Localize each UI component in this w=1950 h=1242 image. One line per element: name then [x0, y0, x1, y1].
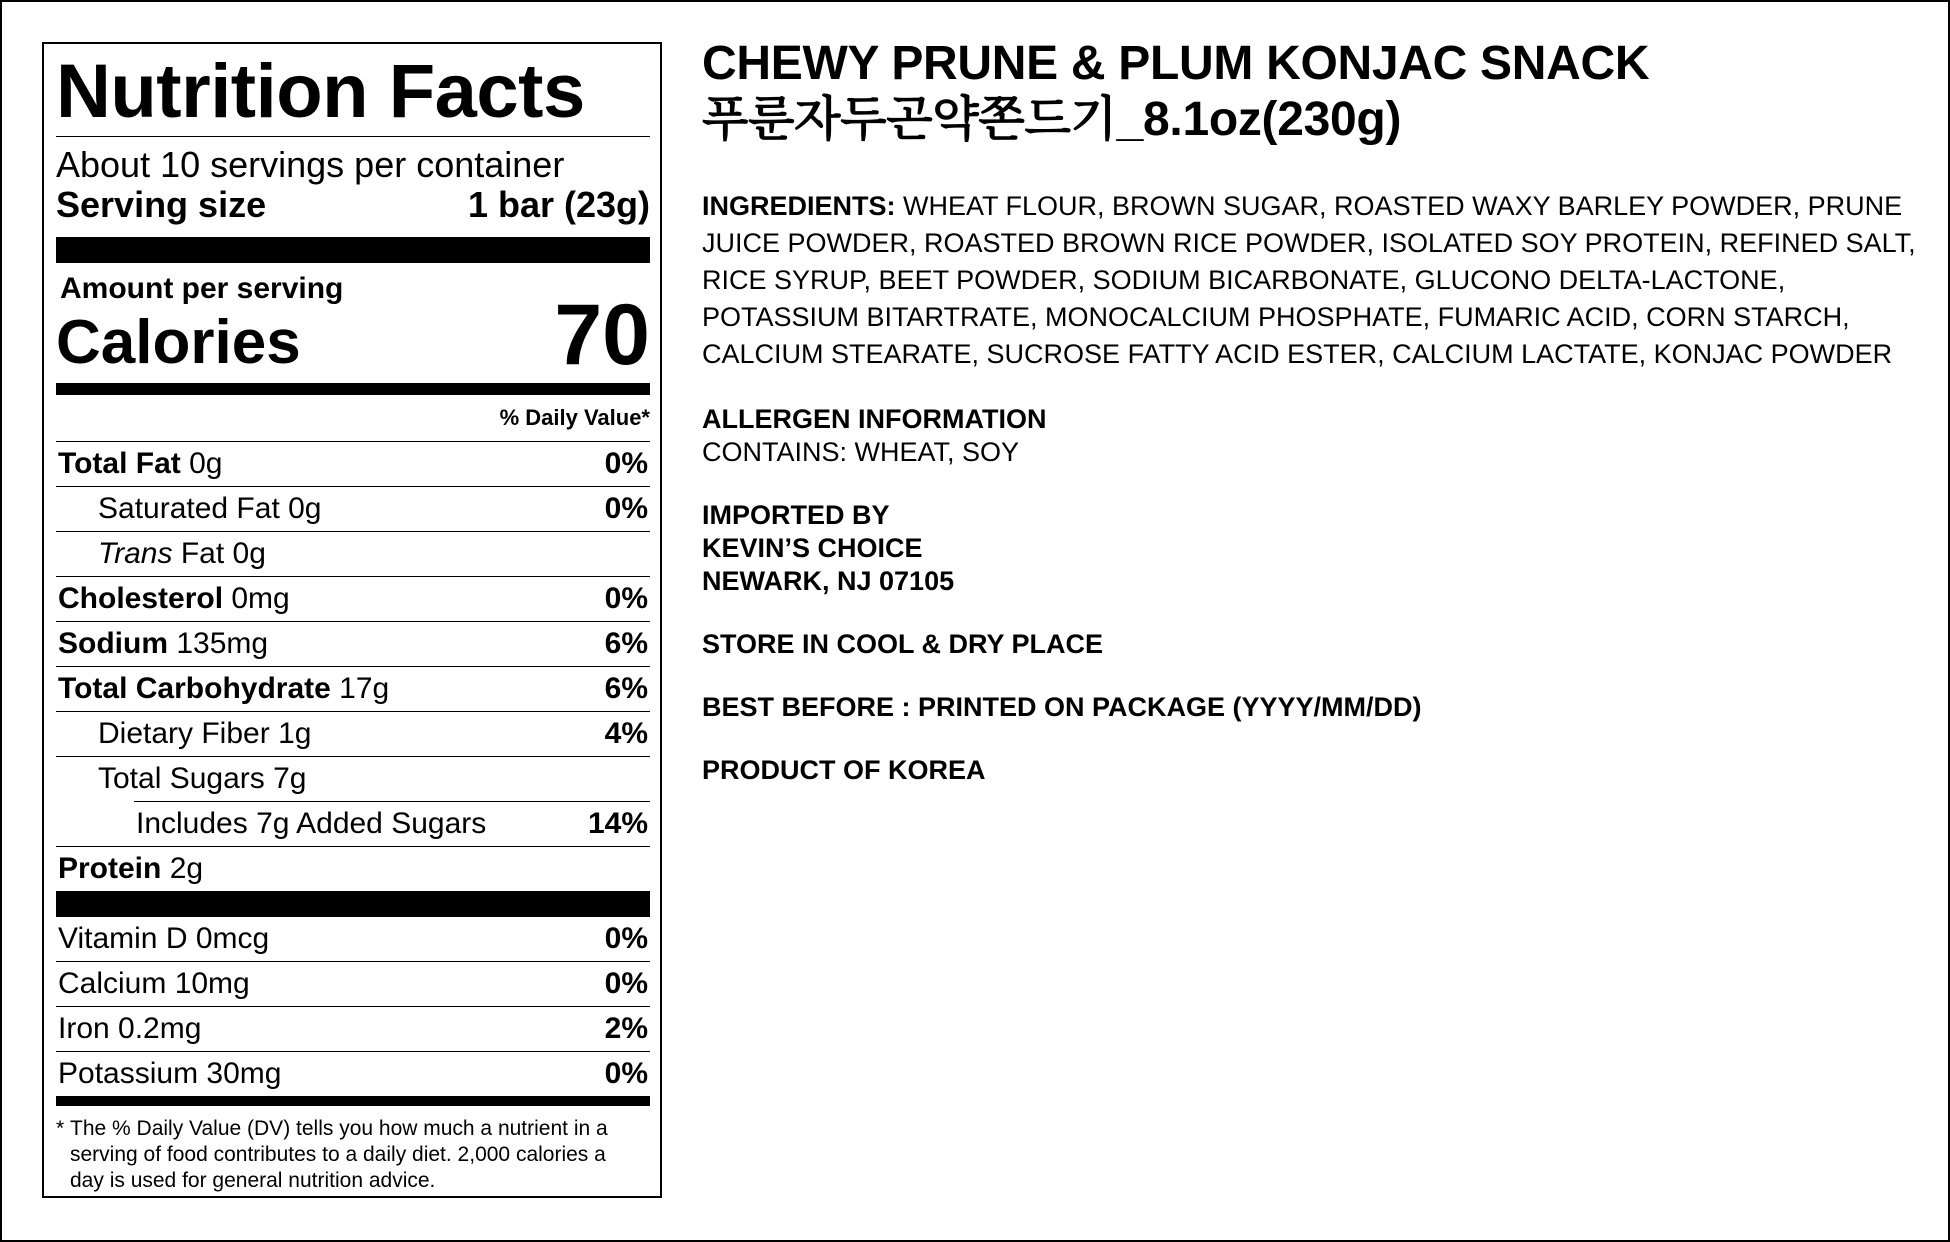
nutrient-amount: 0g: [232, 537, 266, 570]
vitamin-dv: 0%: [604, 922, 648, 955]
nutrient-amount: 135mg: [176, 627, 269, 660]
nutrient-row-total-sugars: [56, 756, 650, 801]
nutrient-amount: 7g: [273, 762, 307, 795]
nutrient-name: Total Sugars: [98, 762, 265, 795]
footnote-text: The % Daily Value (DV) tells you how much a nutrient in a serving of food contributes to a daily diet. 2,000 calories a day is used for general nutrition advice.: [70, 1117, 608, 1192]
thick-divider: [56, 237, 650, 263]
vitamin-row-iron: [56, 1006, 650, 1051]
importer-name: KEVIN’S CHOICE: [702, 533, 923, 563]
footnote-asterisk: *: [56, 1117, 65, 1140]
ingredients-text: WHEAT FLOUR, BROWN SUGAR, ROASTED WAXY BARLEY POWDER, PRUNE JUICE POWDER, ROASTED BROWN RICE POWDER, ISOLATED SOY PROTEIN, REFINED SALT, RICE SYRUP, BEET POWDER, SODIUM BICARBONATE, GLUCONO DELTA-LACTONE, POTASSIUM BITARTRATE, MONOCALCIUM PHOSPHATE, FUMARIC ACID, CORN STARCH, CALCIUM STEARATE, SUCROSE FATTY ACID ESTER, CALCIUM LACTATE, KONJAC POWDER: [702, 191, 1916, 369]
nutrient-name: Total Fat: [58, 447, 181, 480]
nutrient-amount: 17g: [339, 672, 390, 705]
best-before-section: [702, 691, 1922, 724]
origin-section: [702, 754, 1922, 787]
nutrient-name: Sodium: [58, 627, 168, 660]
ingredients: [702, 188, 1922, 373]
nutrient-dv: 0%: [604, 447, 648, 480]
nutrient-name: Dietary Fiber: [98, 717, 270, 750]
nutrient-name: Includes 7g Added Sugars: [136, 807, 487, 840]
storage-text: STORE IN COOL & DRY PLACE: [702, 629, 1104, 659]
importer-address: NEWARK, NJ 07105: [702, 566, 955, 596]
best-before-text: BEST BEFORE : PRINTED ON PACKAGE (YYYY/MM/DD): [702, 692, 1422, 722]
origin-text: PRODUCT OF KOREA: [702, 755, 986, 785]
nutrient-name: Cholesterol: [58, 582, 224, 615]
nutrient-row-dietary-fiber: [56, 711, 650, 756]
importer-label: IMPORTED BY: [702, 500, 890, 530]
nutrient-dv: 6%: [604, 672, 648, 705]
nutrient-name-rest: Fat: [180, 537, 225, 570]
nutrient-row-saturated-fat: [56, 486, 650, 531]
nutrient-dv: 0%: [604, 492, 648, 525]
allergen-label: ALLERGEN INFORMATION: [702, 404, 1047, 434]
nutrient-row-total-carbohydrate: [56, 666, 650, 711]
nutrient-row-added-sugars: [134, 801, 650, 846]
nutrient-row-trans-fat: [56, 531, 650, 576]
nutrient-row-sodium: [56, 621, 650, 666]
thick-divider: [56, 891, 650, 917]
nutrition-facts-inner: [56, 44, 650, 1194]
product-title-en: CHEWY PRUNE & PLUM KONJAC SNACK: [702, 37, 1650, 90]
amount-per-serving: Amount per serving: [60, 272, 344, 305]
ingredients-label: INGREDIENTS:: [702, 191, 896, 221]
divider: [56, 136, 650, 137]
nutrient-row-total-fat: [56, 441, 650, 486]
nutrition-facts-panel: [42, 42, 662, 1198]
product-title-ko: 푸룬자두곤약쫀드기_8.1oz(230g): [702, 93, 1402, 146]
nutrient-row-cholesterol: [56, 576, 650, 621]
vitamin-text: Vitamin D 0mcg: [58, 922, 270, 955]
nutrient-name: Trans: [98, 537, 173, 570]
serving-size-row: [56, 185, 650, 225]
medium-divider: [56, 383, 650, 395]
nutrient-row-protein: [56, 846, 650, 891]
serving-size-label: Serving size: [56, 184, 267, 225]
nutrition-facts-title: Nutrition Facts: [56, 49, 585, 134]
vitamin-text: Potassium 30mg: [58, 1057, 282, 1090]
nutrient-dv: 6%: [604, 627, 648, 660]
calories-label: Calories: [56, 308, 301, 377]
nutrient-amount: 0g: [288, 492, 322, 525]
vitamin-dv: 2%: [604, 1012, 648, 1045]
importer-section: [702, 499, 1922, 598]
nutrient-dv: 14%: [587, 807, 648, 840]
vitamin-text: Calcium 10mg: [58, 967, 250, 1000]
serving-size-value: 1 bar (23g): [467, 184, 650, 225]
daily-value-footnote: [56, 1116, 650, 1194]
nutrient-amount: 1g: [278, 717, 312, 750]
calories-value: 70: [554, 287, 650, 383]
vitamin-row-vitamin-d: [56, 917, 650, 961]
nutrient-amount: 2g: [169, 852, 204, 885]
allergen-text: CONTAINS: WHEAT, SOY: [702, 437, 1020, 467]
nutrient-amount: 0g: [189, 447, 223, 480]
nutrient-dv: 4%: [604, 717, 648, 750]
vitamin-dv: 0%: [604, 967, 648, 1000]
servings-per-container: About 10 servings per container: [56, 144, 565, 185]
nutrient-name: Saturated Fat: [98, 492, 280, 525]
nutrient-name: Protein: [58, 852, 162, 885]
vitamin-row-calcium: [56, 961, 650, 1006]
storage-section: [702, 628, 1922, 661]
added-sugars-wrap: [134, 801, 650, 846]
vitamin-row-potassium: [56, 1051, 650, 1096]
allergen-section: [702, 403, 1922, 469]
product-info: [702, 36, 1922, 787]
nutrient-dv: 0%: [604, 582, 648, 615]
vitamin-text: Iron 0.2mg: [58, 1012, 202, 1045]
nutrient-name: Total Carbohydrate: [58, 672, 331, 705]
vitamin-dv: 0%: [604, 1057, 648, 1090]
nutrient-amount: 0mg: [231, 582, 290, 615]
bottom-divider: [56, 1096, 650, 1106]
daily-value-header: % Daily Value*: [499, 405, 650, 430]
